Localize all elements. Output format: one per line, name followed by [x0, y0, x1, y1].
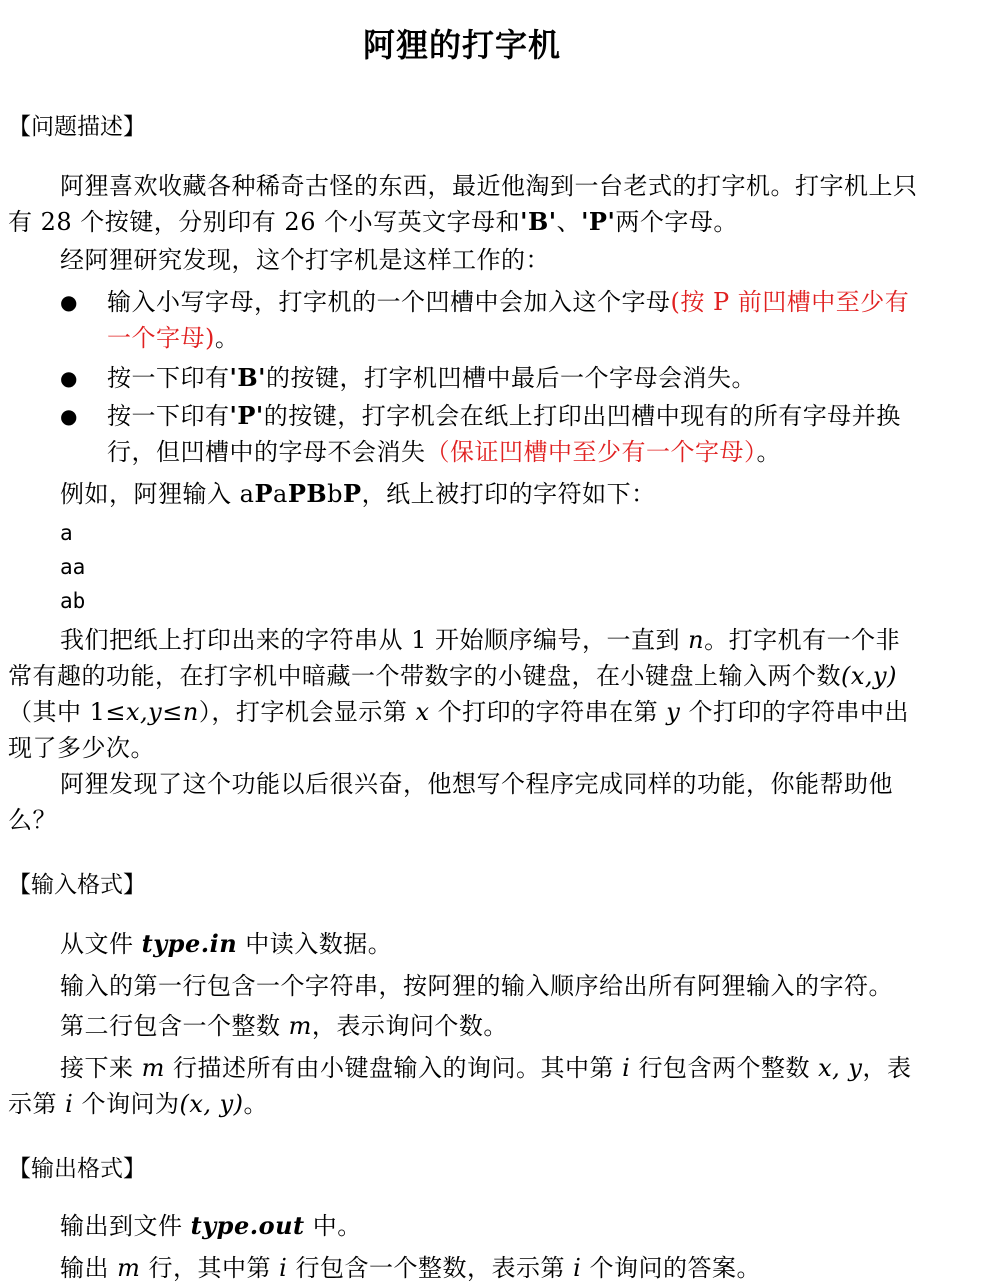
printed-output-line-2: aa: [60, 555, 86, 579]
problem-paragraph-3: 我们把纸上打印出来的字符串从 1 开始顺序编号，一直到 n。打字机有一个非常有趣的功能，在打字机中暗藏一个带数字的小键盘，在小键盘上输入两个数(x,y)（其中 1≤x,y≤n），打字机会显示第 x 个打印的字符串在第 y 个打印的字符串中出现了多少次。: [8, 626, 909, 762]
problem-paragraph-2: 经阿狸研究发现，这个打字机是这样工作的：: [60, 246, 550, 274]
section-heading-output: 【输出格式】: [8, 1156, 146, 1182]
example-line: 例如，阿狸输入 aPaPBbP，纸上被打印的字符如下：: [60, 479, 656, 508]
page-title: 阿狸的打字机: [362, 26, 561, 64]
bullet-item-2: ● 按一下印有'B'的按键，打字机凹槽中最后一个字母会消失。: [60, 360, 920, 396]
printed-output-line-3: ab: [60, 589, 86, 613]
bullet-icon: ●: [60, 366, 78, 390]
problem-paragraph-1: 阿狸喜欢收藏各种稀奇古怪的东西，最近他淘到一台老式的打字机。打字机上只有 28 个按键，分别印有 26 个小写英文字母和'B'、'P'两个字母。: [8, 172, 918, 236]
input-line-2: 输入的第一行包含一个字符串，按阿狸的输入顺序给出所有阿狸输入的字符。: [60, 972, 893, 1000]
bullet-icon: ●: [60, 290, 78, 314]
input-line-4: 接下来 m 行描述所有由小键盘输入的询问。其中第 i 行包含两个整数 x, y，表示第 i 个询问为(x, y)。: [8, 1054, 912, 1118]
printed-output-line-1: a: [60, 521, 73, 545]
problem-paragraph-4: 阿狸发现了这个功能以后很兴奋，他想写个程序完成同样的功能，你能帮助他么？: [8, 770, 893, 834]
section-heading-input: 【输入格式】: [8, 872, 146, 898]
input-line-1: 从文件 type.in 中读入数据。: [60, 929, 393, 958]
output-line-1: 输出到文件 type.out 中。: [60, 1211, 362, 1240]
bullet-icon: ●: [60, 404, 78, 428]
output-line-2: 输出 m 行，其中第 i 行包含一个整数，表示第 i 个询问的答案。: [60, 1254, 761, 1282]
bullet-item-3: ● 按一下印有'P'的按键，打字机会在纸上打印出凹槽中现有的所有字母并换行，但凹槽中的字母不会消失（保证凹槽中至少有一个字母）。: [60, 398, 920, 470]
bullet-item-1: ● 输入小写字母，打字机的一个凹槽中会加入这个字母(按 P 前凹槽中至少有一个字母)。: [60, 284, 920, 356]
section-heading-problem: 【问题描述】: [8, 114, 146, 140]
input-line-3: 第二行包含一个整数 m，表示询问个数。: [60, 1012, 508, 1040]
